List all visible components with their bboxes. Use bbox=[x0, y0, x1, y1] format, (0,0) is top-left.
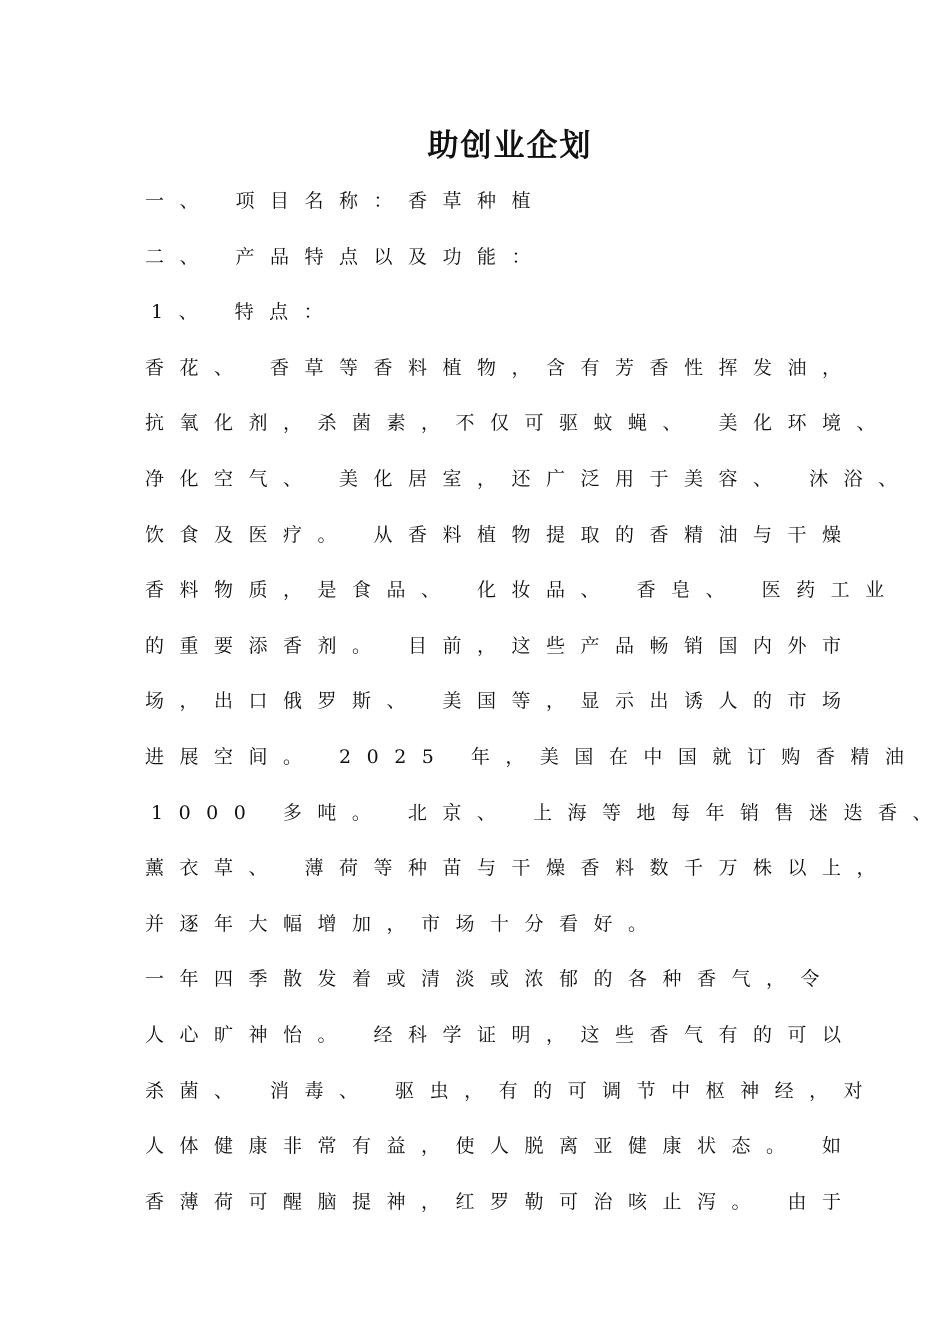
document-body bbox=[145, 184, 947, 1240]
body-text-line: 饮食及医疗。 从香料植物提取的香精油与干燥 bbox=[145, 523, 857, 546]
body-text-line: 杀菌、 消毒、 驱虫，有的可调节中枢神经，对 bbox=[145, 1079, 879, 1102]
body-text-line: 净化空气、 美化居室，还广泛用于美容、 沐浴、 bbox=[145, 467, 913, 490]
body-text-line: 人体健康非常有益，使人脱离亚健康状态。 如 bbox=[145, 1135, 857, 1158]
body-text-line: 香料物质，是食品、 化妆品、 香皂、 医药工业 bbox=[145, 579, 900, 602]
body-text-line: 的重要添香剂。 目前，这些产品畅销国内外市 bbox=[145, 634, 857, 657]
body-text-line: 香花、 香草等香料植物，含有芳香性挥发油， bbox=[145, 356, 857, 379]
body-text-line: 并逐年大幅增加，市场十分看好。 bbox=[145, 912, 663, 935]
subsection-heading-features: 1、 特点： bbox=[151, 301, 339, 324]
body-text-line: 香薄荷可醒脑提神，红罗勒可治咳止泻。 由于 bbox=[145, 1190, 857, 1213]
section-heading-project-name: 一、 项目名称：香草种植 bbox=[145, 190, 547, 212]
section-heading-product-features: 二、 产品特点以及功能： bbox=[145, 245, 547, 268]
body-text-line: 薰衣草、 薄荷等种苗与干燥香料数千万株以上， bbox=[145, 857, 892, 880]
body-text-line: 人心旷神怡。 经科学证明，这些香气有的可以 bbox=[145, 1023, 857, 1046]
body-text-line: 一年四季散发着或清淡或浓郁的各种香气，令 bbox=[145, 968, 836, 991]
body-text-line: 1000 多吨。 北京、 上海等地每年销售迷迭香、 bbox=[151, 801, 947, 824]
document-title: 助创业企划 bbox=[427, 128, 593, 164]
body-text-line: 抗氧化剂，杀菌素，不仅可驱蚊蝇、 美化环境、 bbox=[145, 412, 892, 435]
body-text-line: 场，出口俄罗斯、 美国等，显示出诱人的市场 bbox=[145, 690, 857, 713]
body-text-line: 进展空间。 2025 年，美国在中国就订购香精油 bbox=[145, 745, 920, 768]
